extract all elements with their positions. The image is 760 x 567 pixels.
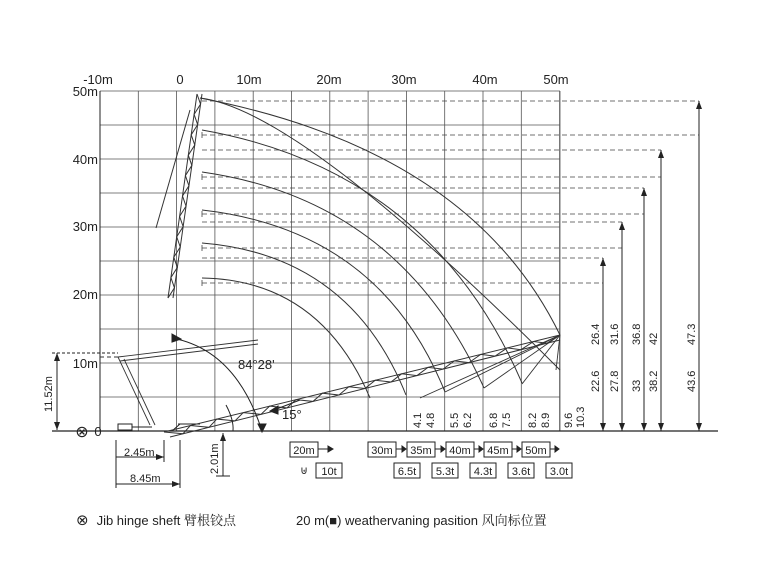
height-dimensions bbox=[590, 101, 702, 431]
height-arrow-head bbox=[619, 222, 625, 230]
y-tick-label: 40m bbox=[72, 152, 98, 167]
height-arrow-head bbox=[658, 423, 664, 431]
height-value-low: 38.2 bbox=[648, 370, 660, 392]
grid bbox=[100, 91, 560, 431]
radius-label: 10.3 bbox=[575, 406, 587, 428]
dimension-arrows bbox=[54, 353, 226, 487]
range-arc bbox=[202, 278, 370, 398]
legend-weathervane bbox=[296, 510, 547, 529]
range-arc bbox=[202, 172, 484, 388]
y-axis-labels bbox=[73, 84, 98, 371]
height-arrow-head bbox=[600, 423, 606, 431]
y-tick-label: 50m bbox=[72, 84, 98, 99]
height-arrow-head bbox=[641, 188, 647, 196]
jib-line bbox=[420, 335, 560, 398]
radius-label: 9.6 bbox=[563, 412, 575, 428]
jib-length-label: 45m bbox=[487, 445, 509, 457]
radius-label: 6.8 bbox=[488, 412, 500, 428]
x-tick-label: 30m bbox=[391, 72, 417, 87]
load-label: 4.3t bbox=[473, 466, 493, 478]
jib-length-label: 40m bbox=[449, 445, 471, 457]
radius-label: 8.2 bbox=[527, 412, 539, 428]
radius-label: 7.5 bbox=[501, 412, 513, 428]
load-boxes bbox=[300, 463, 572, 478]
tip-radius-labels bbox=[412, 407, 587, 428]
height-value-high: 42 bbox=[648, 332, 660, 345]
load-label: 6.5t bbox=[397, 466, 417, 478]
height-arrow-head bbox=[696, 423, 702, 431]
load-marker-icon: ⊎ bbox=[299, 465, 309, 477]
height-arrow-head bbox=[658, 150, 664, 158]
height-value-low: 27.8 bbox=[609, 370, 621, 392]
hinge-legend-text: Jib hinge sheft 臂根铰点 bbox=[96, 513, 237, 528]
radius-label: 4.1 bbox=[412, 412, 424, 428]
x-tick-label: 50m bbox=[543, 72, 569, 87]
weathervane-legend-text: 20 m(■) weathervaning pasition 风向标位置 bbox=[296, 513, 547, 528]
height-value-low: 22.6 bbox=[590, 370, 602, 392]
height-arrow-head bbox=[696, 101, 702, 109]
load-label: 10t bbox=[321, 466, 337, 478]
y-tick-label: 30m bbox=[72, 219, 98, 234]
angle-indicators bbox=[172, 334, 300, 432]
angle-max-label: 84°28' bbox=[238, 357, 275, 372]
legend-hinge bbox=[76, 510, 236, 529]
height-value-high: 36.8 bbox=[631, 323, 643, 345]
x-tick-label: 0 bbox=[176, 72, 184, 87]
hinge-legend-icon: ⊗ bbox=[76, 512, 89, 529]
radius-label: 8.9 bbox=[540, 412, 552, 428]
dimension-lines bbox=[52, 353, 230, 488]
dim-8-45-label: 8.45m bbox=[130, 473, 161, 485]
hinge-icon: ⊗ bbox=[75, 424, 89, 441]
x-tick-label: 40m bbox=[472, 72, 498, 87]
x-tick-label: 20m bbox=[316, 72, 342, 87]
range-arc bbox=[202, 243, 406, 395]
load-label: 3.6t bbox=[511, 466, 531, 478]
height-value-high: 47.3 bbox=[686, 323, 698, 345]
jib-lines bbox=[420, 335, 560, 398]
jib-length-label: 30m bbox=[371, 445, 393, 457]
radius-label: 5.5 bbox=[449, 412, 461, 428]
height-value-low: 33 bbox=[631, 379, 643, 392]
jib-length-label: 35m bbox=[410, 445, 432, 457]
load-label: 3.0t bbox=[549, 466, 569, 478]
x-tick-label: 10m bbox=[236, 72, 262, 87]
dim-height-label: 11.52m bbox=[43, 376, 55, 412]
dim-2-45-label: 2.45m bbox=[124, 447, 155, 459]
load-label: 5.3t bbox=[435, 466, 455, 478]
angle-min-label: 15° bbox=[282, 407, 302, 422]
origin-label: 0 bbox=[94, 424, 102, 439]
y-tick-label: 10m bbox=[72, 356, 98, 371]
x-axis-labels bbox=[83, 72, 568, 87]
height-arrow-head bbox=[619, 423, 625, 431]
height-value-high: 26.4 bbox=[590, 323, 602, 345]
jib-length-label: 20m bbox=[293, 445, 315, 457]
height-value-low: 43.6 bbox=[686, 370, 698, 392]
y-tick-label: 20m bbox=[72, 287, 98, 302]
dim-2-01-label: 2.01m bbox=[209, 443, 221, 474]
x-tick-label: -10m bbox=[83, 72, 113, 87]
jib-stowed bbox=[100, 340, 258, 425]
jib-length-label: 50m bbox=[525, 445, 547, 457]
height-value-high: 31.6 bbox=[609, 323, 621, 345]
height-arrow-head bbox=[641, 423, 647, 431]
radius-label: 6.2 bbox=[462, 412, 474, 428]
height-arrow-head bbox=[600, 258, 606, 266]
radius-label: 4.8 bbox=[425, 412, 437, 428]
range-arc bbox=[200, 98, 560, 335]
